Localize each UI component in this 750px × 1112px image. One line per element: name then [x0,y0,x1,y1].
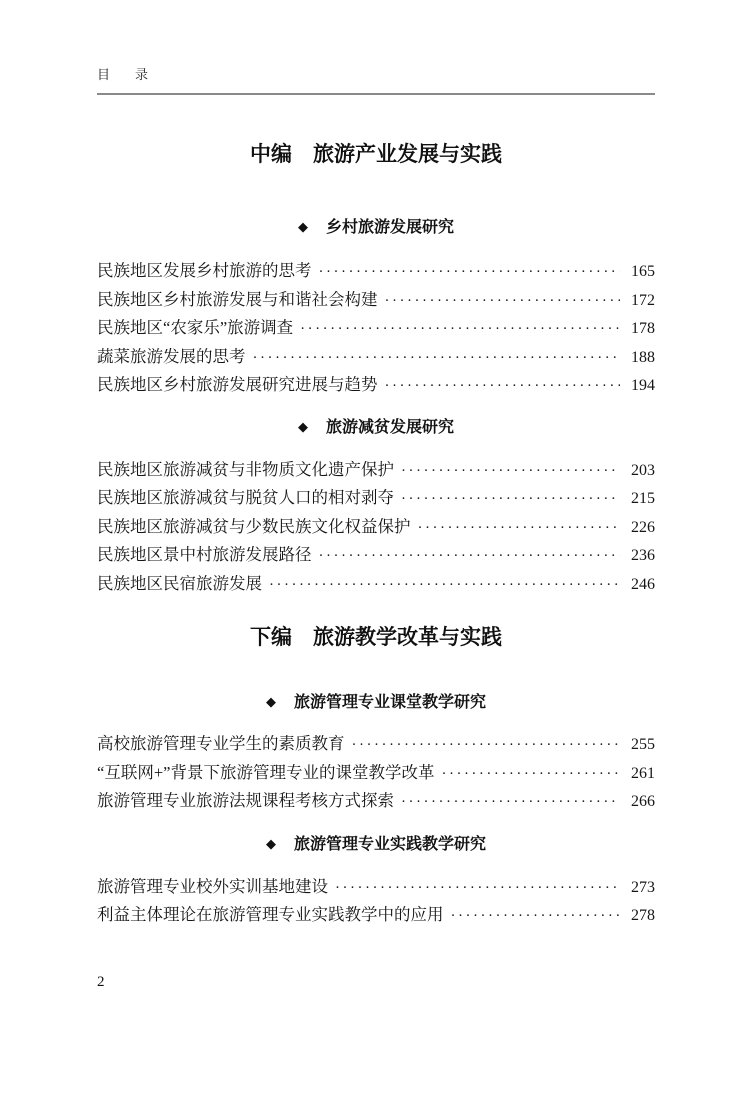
toc-entry-page: 194 [631,377,655,394]
section-heading-practice-teaching [97,834,655,856]
toc-dot-leader [441,759,620,789]
toc-entry-title: “互联网+”背景下旅游管理专业的课堂教学改革 [97,762,435,782]
diamond-bullet-icon: ◆ [297,418,308,434]
toc-entry [97,901,655,930]
toc-dot-leader [401,484,620,514]
toc-entry [97,730,655,759]
toc-list [97,257,655,400]
toc-entry-page: 266 [631,793,655,810]
toc-entry-page: 188 [631,348,655,366]
toc-entry-title: 高校旅游管理专业学生的素质教育 [97,734,345,753]
toc-entry-title: 民族地区旅游减贫与脱贫人口的相对剥夺 [97,488,394,507]
running-header-label: 目 录 [97,67,155,82]
section-title: 旅游管理专业实践教学研究 [293,835,486,853]
section-title: 旅游减贫发展研究 [325,418,454,436]
toc-entry-title: 民族地区民宿旅游发展 [97,573,262,593]
toc-entry-title: 民族地区旅游减贫与非物质文化遗产保护 [97,459,394,479]
toc-entry-page: 215 [631,490,655,507]
toc-entry-title: 民族地区“农家乐”旅游调查 [97,318,294,337]
toc-dot-leader [401,456,620,486]
part-title-middle: 中编 旅游产业发展与实践 [250,143,502,166]
toc-entry-page: 178 [631,320,655,337]
toc-entry-title: 旅游管理专业旅游法规课程考核方式探索 [97,791,394,810]
toc-entry-page: 255 [631,736,655,753]
diamond-bullet-icon: ◆ [297,219,308,234]
toc-entry [97,873,655,902]
toc-dot-leader [335,873,620,903]
diamond-bullet-icon: ◆ [265,694,276,709]
toc-entry-page: 236 [631,547,655,564]
toc-list [97,873,655,930]
toc-entry-title: 利益主体理论在旅游管理专业实践教学中的应用 [97,905,444,924]
toc-entry [97,513,655,542]
toc-dot-leader [352,730,621,760]
section-heading-classroom-teaching [97,692,655,714]
toc-entry-title: 民族地区发展乡村旅游的思考 [97,261,312,280]
diamond-bullet-icon: ◆ [265,835,276,851]
toc-entry [97,759,655,788]
toc-entry [97,286,655,315]
part-title-final: 下编 旅游教学改革与实践 [250,626,502,649]
toc-dot-leader [401,787,620,817]
toc-dot-leader [269,570,620,600]
toc-entry-title: 旅游管理专业校外实训基地建设 [97,876,328,896]
toc-dot-leader [300,314,620,344]
toc-dot-leader [253,343,621,373]
toc-entry [97,570,655,599]
toc-entry-page: 278 [631,907,655,924]
toc-page [0,64,750,1112]
toc-entry-page: 273 [631,878,655,896]
toc-entry-page: 261 [631,764,655,782]
section-heading-poverty-alleviation [97,417,655,439]
section-title: 旅游管理专业课堂教学研究 [293,694,486,711]
section-heading-rural-tourism [97,217,655,239]
running-header [97,64,655,95]
toc-entry [97,484,655,513]
toc-entry-title: 蔬菜旅游发展的思考 [97,346,246,366]
toc-entry-title: 民族地区乡村旅游发展研究进展与趋势 [97,375,378,394]
toc-dot-leader [385,371,621,401]
toc-entry [97,257,655,286]
toc-dot-leader [418,513,621,543]
toc-entry [97,456,655,485]
toc-entry [97,541,655,570]
folio-page-number: 2 [97,973,105,990]
toc-list [97,730,655,816]
toc-entry [97,371,655,400]
toc-dot-leader [319,257,621,287]
toc-entry-title: 民族地区旅游减贫与少数民族文化权益保护 [97,516,411,536]
toc-entry [97,314,655,343]
toc-entry-page: 172 [631,291,655,309]
toc-entry-page: 226 [631,518,655,536]
toc-dot-leader [385,286,621,316]
toc-entry-page: 203 [631,461,655,479]
toc-entry [97,343,655,372]
toc-entry-page: 246 [631,575,655,593]
toc-entry-title: 民族地区乡村旅游发展与和谐社会构建 [97,289,378,309]
toc-entry-title: 民族地区景中村旅游发展路径 [97,545,312,564]
toc-entry [97,787,655,816]
toc-list [97,456,655,599]
toc-dot-leader [451,901,621,931]
toc-entry-page: 165 [631,263,655,280]
toc-dot-leader [319,541,621,571]
section-title: 乡村旅游发展研究 [325,219,454,236]
